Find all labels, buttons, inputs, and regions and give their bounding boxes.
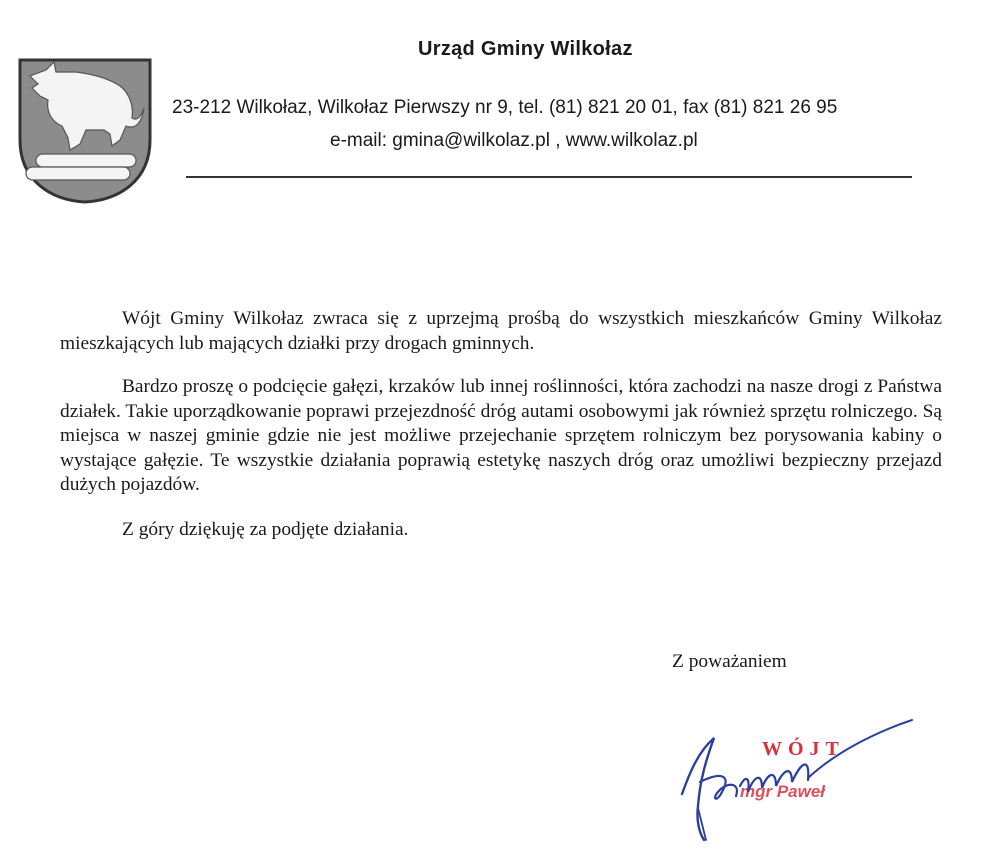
stamp-title: WÓJT: [762, 738, 845, 760]
address-line: 23-212 Wilkołaz, Wilkołaz Pierwszy nr 9, tel. (81) 821 20 01, fax (81) 821 26 95: [172, 97, 838, 118]
closing-salutation: Z poważaniem: [672, 651, 787, 672]
paragraph-details: Bardzo proszę o podcięcie gałęzi, krzaków lub innej roślinności, która zachodzi na nasze drogi z Państwa działek. Takie uporządkowanie poprawi przejezdność dróg autami osobowymi jak również sprzętu rolniczego. Są miejsca w naszej gminie gdzie nie jest możliwe przejechanie sprzętem rolniczym bez porysowania kabiny o wystające gałęzie. Te wszystkie działania poprawią estetykę naszych dróg oraz umożliwi bezpieczny przejazd dużych pojazdów.: [60, 376, 942, 495]
paragraph-thanks: Z góry dziękuję za podjęte działania.: [122, 518, 409, 540]
crest-log-lower: [26, 167, 130, 180]
handwritten-signature: [676, 712, 916, 847]
org-name: Urząd Gminy Wilkołaz: [418, 38, 633, 60]
paragraph-request: Wójt Gminy Wilkołaz zwraca się z uprzejmą prośbą do wszystkich mieszkańców Gminy Wilkołaz mieszkających lub mających działki przy drogach gminnych.: [60, 308, 942, 354]
stamp-name: mgr Paweł: [740, 782, 826, 801]
header-divider: [186, 176, 912, 178]
letter-body: [60, 307, 942, 562]
contact-line: e-mail: gmina@wilkolaz.pl , www.wilkolaz.pl: [330, 130, 698, 151]
crest-log: [36, 154, 136, 167]
wolf-coat-of-arms-icon: [16, 56, 154, 204]
